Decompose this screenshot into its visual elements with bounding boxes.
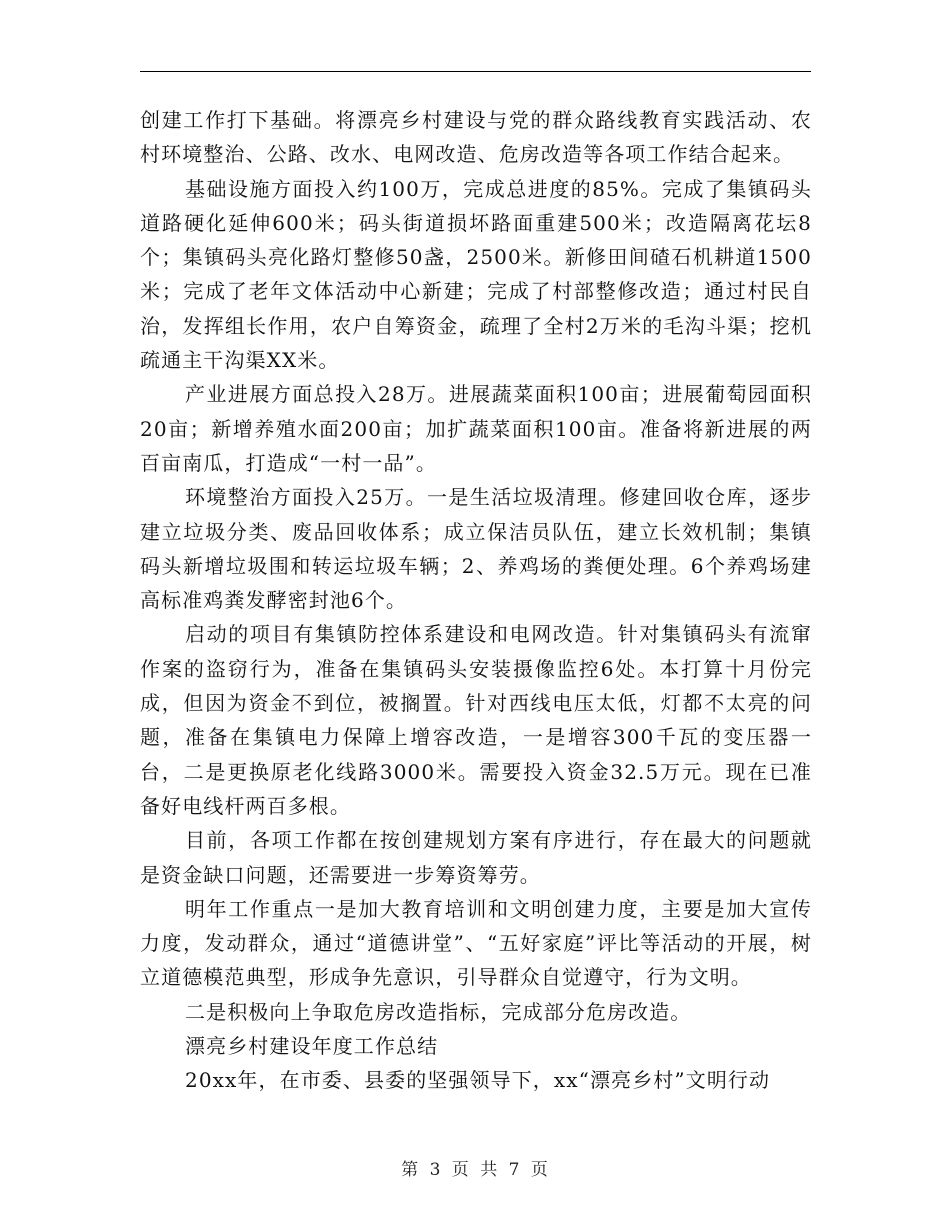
paragraph: 创建工作打下基础。将漂亮乡村建设与党的群众路线教育实践活动、农村环境整治、公路、改水、电网改造、危房改造等各项工作结合起来。 [140,108,812,167]
paragraph: 启动的项目有集镇防控体系建设和电网改造。针对集镇码头有流窜作案的盗窃行为，准备在集镇码头安装摄像监控6处。本打算十月份完成，但因为资金不到位，被搁置。针对西线电压太低，灯都不太亮的问题，准备在集镇电力保障上增容改造，一是增容300千瓦的变压器一台，二是更换原老化线路3000米。需要投入资金32.5万元。现在已准备好电线杆两百多根。 [140,622,812,818]
paragraph: 二是积极向上争取危房改造指标，完成部分危房改造。 [185,999,692,1024]
paragraph: 20xx年，在市委、县委的坚强领导下，xx“漂亮乡村”文明行动 [185,1068,771,1093]
section-title: 漂亮乡村建设年度工作总结 [185,1034,439,1059]
header-rule [140,71,811,72]
paragraph: 产业进展方面总投入28万。进展蔬菜面积100亩；进展葡萄园面积20亩；新增养殖水面200亩；加扩蔬菜面积100亩。准备将新进展的两百亩南瓜，打造成“一村一品”。 [140,382,812,475]
document-body [140,103,812,1098]
paragraph: 环境整治方面投入25万。一是生活垃圾清理。修建回收仓库，逐步建立垃圾分类、废品回收体系；成立保洁员队伍，建立长效机制；集镇码头新增垃圾围和转运垃圾车辆；2、养鸡场的粪便处理。6个养鸡场建高标准鸡粪发酵密封池6个。 [140,485,812,613]
paragraph: 明年工作重点一是加大教育培训和文明创建力度，主要是加大宣传力度，发动群众，通过“道德讲堂”、“五好家庭”评比等活动的开展，树立道德模范典型，形成争先意识，引导群众自觉遵守，行为文明。 [140,896,812,990]
paragraph: 目前，各项工作都在按创建规划方案有序进行，存在最大的问题就是资金缺口问题，还需要进一步筹资筹劳。 [140,828,812,887]
page-number-footer: 第 3 页 共 7 页 [401,1160,549,1180]
paragraph: 基础设施方面投入约100万，完成总进度的85%。完成了集镇码头道路硬化延伸600米；码头街道损坏路面重建500米；改造隔离花坛8个；集镇码头亮化路灯整修50盏，2500米。新修田间碴石机耕道1500米；完成了老年文体活动中心新建；完成了村部整修改造；通过村民自治，发挥组长作用，农户自筹资金，疏理了全村2万米的毛沟斗渠；挖机疏通主干沟渠XX米。 [140,176,812,373]
